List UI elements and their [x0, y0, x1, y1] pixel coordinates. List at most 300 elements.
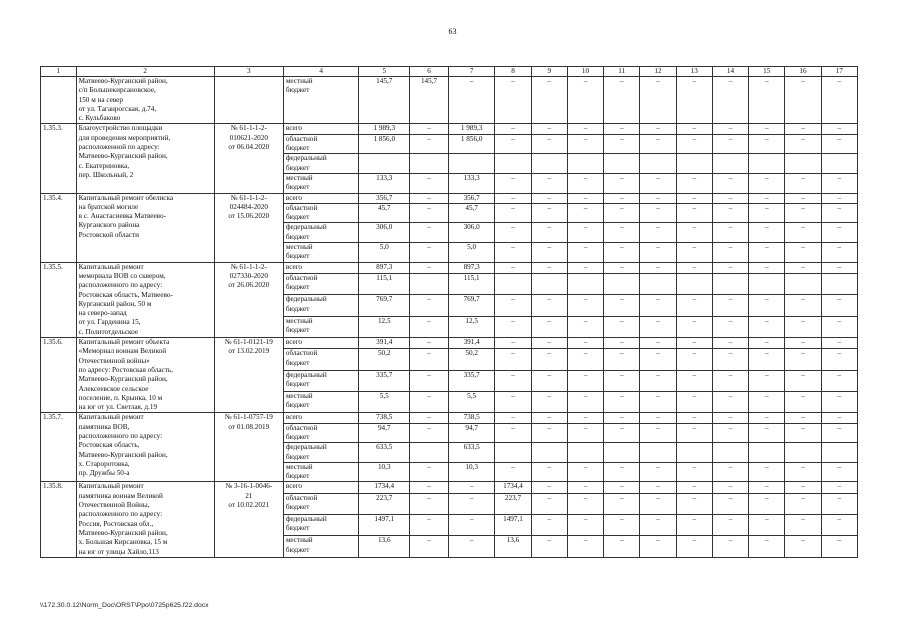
amount-cell: – [567, 370, 603, 391]
amount-cell: – [531, 413, 567, 423]
amount-cell: – [676, 536, 712, 557]
amount-cell: – [567, 392, 603, 413]
amount-cell: – [495, 413, 531, 423]
amount-cell: – [749, 223, 785, 243]
amount-cell: – [604, 482, 640, 493]
amount-cell: – [448, 77, 494, 124]
amount-cell: – [749, 370, 785, 391]
page-number: 63 [448, 27, 457, 36]
column-header: 5 [359, 67, 410, 77]
amount-cell: – [749, 134, 785, 154]
funding-source: областной бюджет [283, 273, 359, 294]
amount-cell [712, 154, 748, 174]
amount-cell: – [821, 134, 857, 154]
amount-cell: – [531, 316, 567, 337]
column-header: 6 [410, 67, 449, 77]
amount-cell: – [640, 173, 676, 193]
object-name: Капитальный ремонт обелиска на братской могиле в с. Анастасиевка Матвеево- Курганского района Ростовской области [76, 193, 214, 262]
amount-cell: 897,3 [359, 262, 410, 273]
amount-cell: – [821, 482, 857, 493]
amount-cell: – [712, 223, 748, 243]
amount-cell: – [531, 370, 567, 391]
amount-cell: – [640, 262, 676, 273]
amount-cell: – [821, 77, 857, 124]
amount-cell: 133,3 [448, 173, 494, 193]
funding-source: областной бюджет [283, 203, 359, 223]
amount-cell: – [821, 349, 857, 370]
amount-cell: – [676, 515, 712, 536]
expertise-document [214, 77, 283, 124]
amount-cell: – [749, 423, 785, 443]
amount-cell: – [785, 482, 821, 493]
amount-cell: 94,7 [359, 423, 410, 443]
amount-cell: 1497,1 [359, 515, 410, 536]
amount-cell: – [821, 536, 857, 557]
amount-cell: – [531, 536, 567, 557]
object-name: Матвеево-Курганский район, с/п Большекирсановское, 150 м на север от ул. Таганрогская, д.74, с. Кульбаково [76, 77, 214, 124]
amount-cell: – [676, 413, 712, 423]
amount-cell: 1734,4 [359, 482, 410, 493]
amount-cell [604, 443, 640, 463]
amount-cell: – [640, 338, 676, 349]
amount-cell: – [531, 392, 567, 413]
amount-cell [495, 273, 531, 294]
amount-cell: – [448, 482, 494, 493]
amount-cell: – [821, 316, 857, 337]
amount-cell: – [604, 203, 640, 223]
expertise-document: № 3-16-1-0046- 21 от 10.02.2021 [214, 482, 283, 557]
funding-source: областной бюджет [283, 493, 359, 514]
amount-cell: 5,5 [448, 392, 494, 413]
amount-cell: – [712, 423, 748, 443]
amount-cell: – [531, 482, 567, 493]
table-row [41, 338, 858, 349]
amount-cell: – [448, 536, 494, 557]
amount-cell: – [749, 482, 785, 493]
amount-cell: – [531, 515, 567, 536]
amount-cell: – [567, 193, 603, 203]
amount-cell [531, 273, 567, 294]
amount-cell: 133,3 [359, 173, 410, 193]
amount-cell: – [640, 295, 676, 316]
funding-source: федеральный бюджет [283, 370, 359, 391]
amount-cell: – [448, 515, 494, 536]
amount-cell: – [604, 493, 640, 514]
amount-cell: 356,7 [359, 193, 410, 203]
amount-cell: 12,5 [448, 316, 494, 337]
amount-cell: – [821, 243, 857, 263]
amount-cell: – [712, 173, 748, 193]
amount-cell: – [821, 370, 857, 391]
expertise-document: № 61-1-0757-19 от 01.08.2019 [214, 413, 283, 482]
amount-cell: – [567, 223, 603, 243]
amount-cell [410, 443, 449, 463]
amount-cell: – [712, 349, 748, 370]
amount-cell: – [749, 349, 785, 370]
amount-cell [410, 273, 449, 294]
amount-cell: – [749, 338, 785, 349]
amount-cell: – [567, 243, 603, 263]
amount-cell: 738,5 [448, 413, 494, 423]
amount-cell: – [640, 392, 676, 413]
column-header: 16 [785, 67, 821, 77]
amount-cell: – [567, 173, 603, 193]
object-name: Капитальный ремонт памятника воинам Великой Отечественной Войны, расположенного по адресу: Россия, Ростовская обл., Матвеево-Курганский район, х. Большая Кирсановка, 15 м на юг от улицы Хайло,113 [76, 482, 214, 557]
amount-cell: – [604, 124, 640, 134]
amount-cell: – [531, 77, 567, 124]
amount-cell [567, 154, 603, 174]
column-header: 3 [214, 67, 283, 77]
amount-cell: – [410, 173, 449, 193]
amount-cell [604, 273, 640, 294]
funding-source: федеральный бюджет [283, 154, 359, 174]
amount-cell: – [785, 316, 821, 337]
amount-cell: – [604, 370, 640, 391]
amount-cell: – [640, 203, 676, 223]
amount-cell: – [749, 173, 785, 193]
funding-source: всего [283, 124, 359, 134]
amount-cell: – [712, 193, 748, 203]
funding-source: федеральный бюджет [283, 515, 359, 536]
amount-cell: – [531, 203, 567, 223]
amount-cell: – [676, 370, 712, 391]
amount-cell: – [785, 413, 821, 423]
amount-cell: – [712, 413, 748, 423]
amount-cell: – [495, 462, 531, 482]
amount-cell: – [604, 173, 640, 193]
amount-cell: – [712, 462, 748, 482]
funding-source: местный бюджет [283, 392, 359, 413]
amount-cell: – [567, 262, 603, 273]
amount-cell: – [604, 243, 640, 263]
item-number: 1.35.8. [41, 482, 77, 557]
amount-cell: – [567, 493, 603, 514]
amount-cell: – [604, 536, 640, 557]
amount-cell: – [604, 295, 640, 316]
file-path-footer: \\172.30.0.12\Norm_Doc\ORST\Ppo\0725p625.f22.docx [40, 602, 209, 609]
amount-cell: – [531, 124, 567, 134]
amount-cell: – [821, 338, 857, 349]
amount-cell: – [640, 316, 676, 337]
amount-cell: – [410, 392, 449, 413]
amount-cell: – [640, 423, 676, 443]
item-number: 1.35.4. [41, 193, 77, 262]
amount-cell: – [749, 515, 785, 536]
column-header: 17 [821, 67, 857, 77]
amount-cell [749, 443, 785, 463]
amount-cell: – [640, 223, 676, 243]
amount-cell: – [604, 392, 640, 413]
amount-cell: – [604, 338, 640, 349]
amount-cell: – [604, 223, 640, 243]
amount-cell: – [640, 462, 676, 482]
funding-source: областной бюджет [283, 423, 359, 443]
amount-cell: – [785, 462, 821, 482]
amount-cell [359, 154, 410, 174]
funding-source: местный бюджет [283, 77, 359, 124]
amount-cell: – [712, 295, 748, 316]
amount-cell: 1 856,0 [359, 134, 410, 154]
amount-cell [712, 273, 748, 294]
amount-cell: 1734,4 [495, 482, 531, 493]
amount-cell: – [495, 316, 531, 337]
amount-cell: – [531, 193, 567, 203]
amount-cell: 13,6 [495, 536, 531, 557]
amount-cell [531, 154, 567, 174]
amount-cell: – [712, 515, 748, 536]
amount-cell [785, 273, 821, 294]
amount-cell [640, 273, 676, 294]
amount-cell: – [749, 536, 785, 557]
expertise-document: № 61-1-1-2- 027330-2020 от 26.06.2020 [214, 262, 283, 337]
column-header: 4 [283, 67, 359, 77]
amount-cell: – [567, 124, 603, 134]
amount-cell [785, 443, 821, 463]
amount-cell: – [410, 338, 449, 349]
amount-cell: – [749, 462, 785, 482]
amount-cell [821, 154, 857, 174]
amount-cell: – [410, 316, 449, 337]
amount-cell: – [676, 243, 712, 263]
amount-cell: – [495, 124, 531, 134]
amount-cell: – [785, 493, 821, 514]
item-number [41, 77, 77, 124]
amount-cell: – [821, 203, 857, 223]
amount-cell: – [410, 262, 449, 273]
funding-source: всего [283, 413, 359, 423]
amount-cell: – [495, 262, 531, 273]
funding-source: всего [283, 482, 359, 493]
amount-cell: 115,1 [448, 273, 494, 294]
amount-cell: – [712, 316, 748, 337]
amount-cell: 1 856,0 [448, 134, 494, 154]
amount-cell: – [785, 134, 821, 154]
amount-cell: 335,7 [359, 370, 410, 391]
amount-cell: – [604, 134, 640, 154]
amount-cell: 1497,1 [495, 515, 531, 536]
amount-cell [676, 154, 712, 174]
amount-cell: – [410, 536, 449, 557]
amount-cell: – [640, 482, 676, 493]
amount-cell: 10,3 [448, 462, 494, 482]
column-header: 8 [495, 67, 531, 77]
amount-cell: – [495, 349, 531, 370]
amount-cell: – [676, 262, 712, 273]
amount-cell: – [676, 295, 712, 316]
amount-cell [567, 273, 603, 294]
amount-cell [531, 443, 567, 463]
amount-cell: – [712, 124, 748, 134]
table-row [41, 77, 858, 124]
column-header: 10 [567, 67, 603, 77]
amount-cell: – [821, 124, 857, 134]
amount-cell: – [712, 243, 748, 263]
amount-cell: – [785, 77, 821, 124]
amount-cell: – [785, 295, 821, 316]
amount-cell: – [821, 462, 857, 482]
amount-cell: 94,7 [448, 423, 494, 443]
amount-cell: – [676, 316, 712, 337]
amount-cell: 145,7 [410, 77, 449, 124]
amount-cell: – [495, 203, 531, 223]
funding-source: местный бюджет [283, 316, 359, 337]
amount-cell: – [604, 262, 640, 273]
item-number: 1.35.5. [41, 262, 77, 337]
amount-cell: – [676, 223, 712, 243]
amount-cell: – [495, 338, 531, 349]
amount-cell: 50,2 [359, 349, 410, 370]
amount-cell [821, 273, 857, 294]
amount-cell: – [821, 515, 857, 536]
funding-source: местный бюджет [283, 462, 359, 482]
amount-cell [821, 443, 857, 463]
amount-cell: – [749, 203, 785, 223]
amount-cell: – [567, 203, 603, 223]
amount-cell: – [567, 482, 603, 493]
funding-source: всего [283, 193, 359, 203]
funding-source: федеральный бюджет [283, 443, 359, 463]
table-row [41, 413, 858, 423]
amount-cell: – [676, 77, 712, 124]
amount-cell: – [640, 193, 676, 203]
amount-cell: – [749, 193, 785, 203]
amount-cell: – [712, 262, 748, 273]
amount-cell: – [640, 124, 676, 134]
amount-cell: – [567, 536, 603, 557]
item-number: 1.35.3. [41, 124, 77, 193]
amount-cell: – [785, 173, 821, 193]
amount-cell: – [676, 134, 712, 154]
table-row [41, 262, 858, 273]
amount-cell: – [640, 134, 676, 154]
column-header: 14 [712, 67, 748, 77]
amount-cell: 45,7 [448, 203, 494, 223]
amount-cell: – [567, 295, 603, 316]
amount-cell: – [567, 462, 603, 482]
amount-cell: 223,7 [495, 493, 531, 514]
amount-cell: – [821, 392, 857, 413]
amount-cell [749, 273, 785, 294]
amount-cell: – [604, 462, 640, 482]
amount-cell: – [749, 124, 785, 134]
item-number: 1.35.6. [41, 338, 77, 413]
column-header: 2 [76, 67, 214, 77]
table-body [41, 77, 858, 558]
amount-cell: – [410, 515, 449, 536]
amount-cell: 115,1 [359, 273, 410, 294]
expertise-document: № 61-1-0121-19 от 13.02.2019 [214, 338, 283, 413]
amount-cell: – [495, 173, 531, 193]
amount-cell: 45,7 [359, 203, 410, 223]
amount-cell: – [821, 493, 857, 514]
amount-cell: 769,7 [448, 295, 494, 316]
amount-cell: – [785, 536, 821, 557]
amount-cell: 50,2 [448, 349, 494, 370]
amount-cell: – [712, 338, 748, 349]
amount-cell: – [640, 77, 676, 124]
amount-cell: – [712, 203, 748, 223]
amount-cell: – [410, 370, 449, 391]
amount-cell: – [410, 413, 449, 423]
amount-cell [410, 154, 449, 174]
column-number-row [41, 67, 858, 77]
amount-cell: – [495, 392, 531, 413]
amount-cell: 5,0 [359, 243, 410, 263]
amount-cell: – [640, 536, 676, 557]
amount-cell [495, 154, 531, 174]
amount-cell: – [604, 193, 640, 203]
amount-cell: – [531, 349, 567, 370]
amount-cell: 5,5 [359, 392, 410, 413]
amount-cell: – [676, 124, 712, 134]
amount-cell: 223,7 [359, 493, 410, 514]
amount-cell: – [567, 338, 603, 349]
object-name: Капитальный ремонт мемориала ВОВ со сквером, расположенного по адресу: Ростовская область, Матвеево- Курганский район, 50 м на северо-запад от ул. Гарденина 15, с. Политотдельское [76, 262, 214, 337]
amount-cell: – [821, 295, 857, 316]
amount-cell: – [604, 413, 640, 423]
amount-cell: – [821, 413, 857, 423]
amount-cell: 738,5 [359, 413, 410, 423]
amount-cell: – [495, 295, 531, 316]
funding-source: федеральный бюджет [283, 295, 359, 316]
amount-cell: 769,7 [359, 295, 410, 316]
amount-cell [676, 273, 712, 294]
object-name: Капитальный ремонт памятника ВОВ, расположенного по адресу: Ростовская область, Матвеево-Курганский район, х. Староротовка, пр. Дружбы 50-а [76, 413, 214, 482]
funding-source: местный бюджет [283, 243, 359, 263]
amount-cell: – [821, 262, 857, 273]
amount-cell: – [676, 193, 712, 203]
amount-cell: – [785, 262, 821, 273]
amount-cell: 13,6 [359, 536, 410, 557]
column-header: 9 [531, 67, 567, 77]
amount-cell [640, 443, 676, 463]
amount-cell: – [712, 536, 748, 557]
amount-cell: – [749, 413, 785, 423]
amount-cell: – [604, 423, 640, 443]
column-header: 12 [640, 67, 676, 77]
amount-cell: 633,5 [359, 443, 410, 463]
amount-cell: – [410, 295, 449, 316]
amount-cell: – [410, 462, 449, 482]
amount-cell: 1 989,3 [448, 124, 494, 134]
amount-cell: – [495, 134, 531, 154]
amount-cell: – [531, 243, 567, 263]
amount-cell: – [785, 423, 821, 443]
amount-cell: 1 989,3 [359, 124, 410, 134]
amount-cell: – [495, 243, 531, 263]
amount-cell: – [640, 243, 676, 263]
amount-cell [567, 443, 603, 463]
amount-cell: – [448, 493, 494, 514]
amount-cell: – [567, 349, 603, 370]
amount-cell: – [749, 493, 785, 514]
amount-cell: – [640, 515, 676, 536]
amount-cell [448, 154, 494, 174]
table-row [41, 124, 858, 134]
amount-cell: – [531, 295, 567, 316]
amount-cell: – [531, 462, 567, 482]
amount-cell: – [567, 413, 603, 423]
object-name: Благоустройство площадки для проведения мероприятий, расположенной по адресу: Матвеево-Курганский район, с. Екатериновка, пер. Школьный, 2 [76, 124, 214, 193]
amount-cell: – [821, 193, 857, 203]
amount-cell: – [531, 423, 567, 443]
amount-cell: – [531, 493, 567, 514]
amount-cell: – [712, 370, 748, 391]
amount-cell: – [712, 77, 748, 124]
column-header: 11 [604, 67, 640, 77]
funding-source: всего [283, 262, 359, 273]
amount-cell: – [676, 173, 712, 193]
